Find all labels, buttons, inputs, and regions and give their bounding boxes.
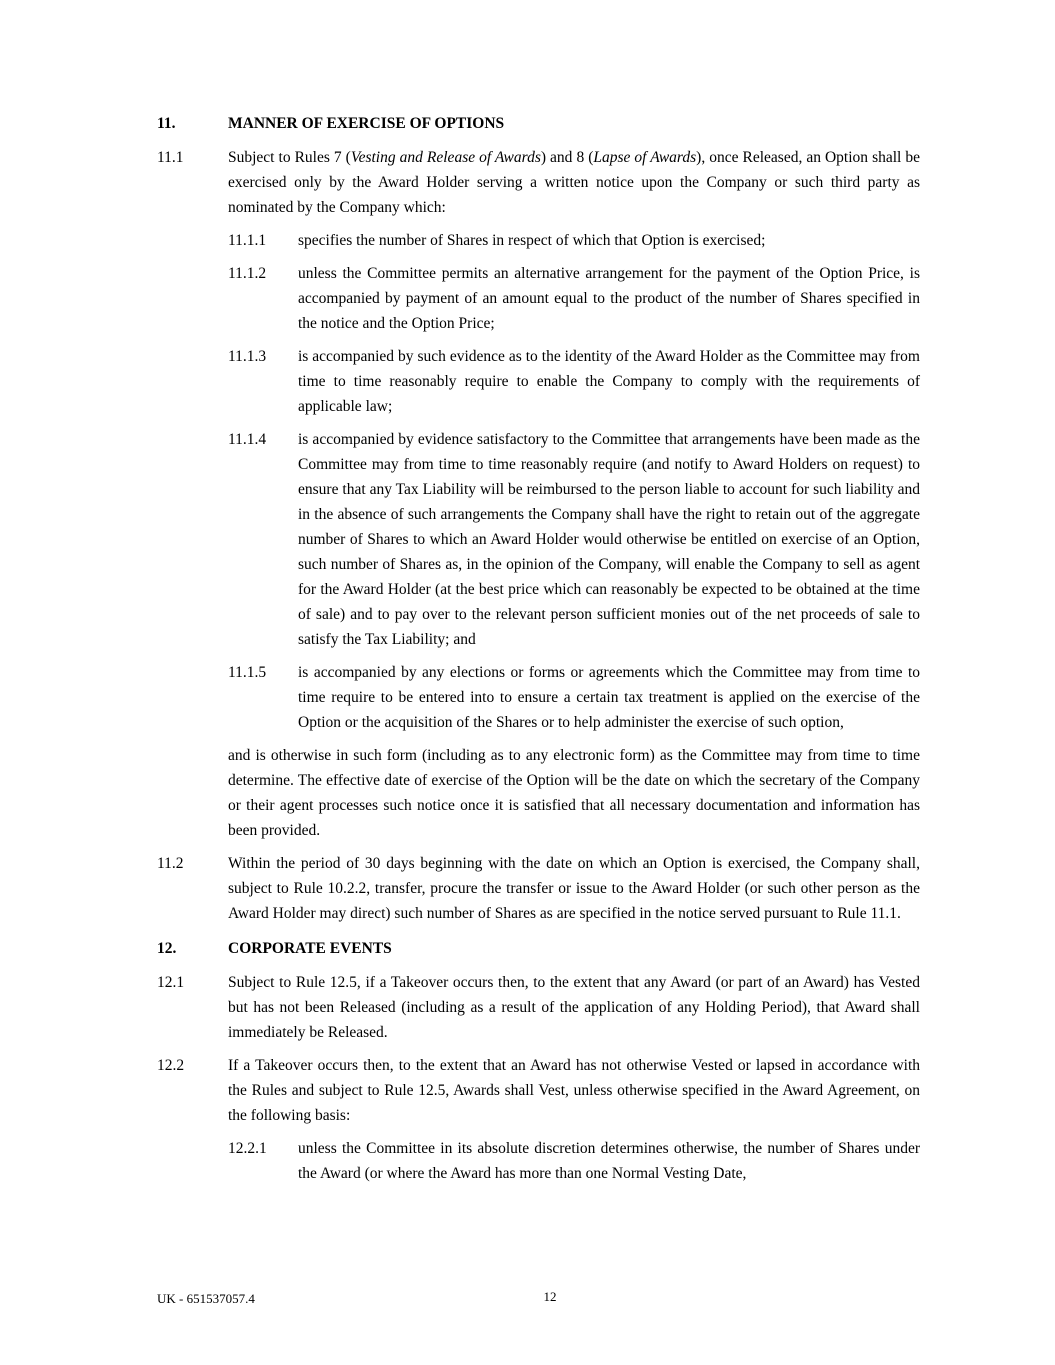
clause-number: 11.1.4 <box>228 431 267 448</box>
text-run: ) and 8 ( <box>540 149 594 166</box>
clause-number: 11.1.1 <box>228 232 267 249</box>
clause-text: unless the Committee in its absolute discretion determines otherwise, the number of Shares under the Award (or where the Award has more than one Normal Vesting Date, <box>298 1140 920 1182</box>
clause-11-2 <box>157 851 920 926</box>
clause-text: specifies the number of Shares in respect of which that Option is exercised; <box>298 232 766 249</box>
clause-11-1-1 <box>228 228 920 253</box>
clause-11-1 <box>157 145 920 220</box>
clause-number: 12.2.1 <box>228 1140 267 1157</box>
clause-text: is accompanied by evidence satisfactory to the Committee that arrangements have been made as the Committee may from time to time reasonably require (and notify to Award Holders on request) to ensure that any Tax Liability will be reimbursed to the person liable to account for such liability and in the absence of such arrangements the Company shall have the right to retain out of the aggregate number of Shares to which an Award Holder would otherwise be entitled on exercise of an Option, such number of Shares as, in the opinion of the Company, will enable the Company to sell as agent for the Award Holder (at the best price which can reasonably be expected to be obtained at the time of sale) and to pay over to the relevant person sufficient monies out of the net proceeds of sale to satisfy the Tax Liability; and <box>298 431 920 648</box>
clause-text: Subject to Rule 12.5, if a Takeover occurs then, to the extent that any Award (or part of an Award) has Vested but has not been Released (including as a result of the application of any Holding Period), that Award shall immediately be Released. <box>228 974 920 1041</box>
section-number: 11. <box>157 115 176 132</box>
clause-number: 12.2 <box>157 1057 185 1074</box>
clause-number: 12.1 <box>157 974 185 991</box>
text-run: Subject to Rules 7 ( <box>228 149 351 166</box>
footer-page-number: 12 <box>543 1289 557 1304</box>
clause-12-2-1 <box>228 1136 920 1186</box>
document-body <box>157 111 920 1194</box>
clause-text <box>228 145 920 220</box>
clause-text: is accompanied by such evidence as to the identity of the Award Holder as the Committee may from time to time reasonably require to enable the Company to comply with the requirements of applicable law; <box>298 348 920 415</box>
clause-number: 11.1.3 <box>228 348 267 365</box>
text-run-italic: Vesting and Release of Awards <box>350 149 541 166</box>
clause-11-1-5 <box>228 660 920 735</box>
clause-text: If a Takeover occurs then, to the extent that an Award has not otherwise Vested or lapsed in accordance with the Rules and subject to Rule 12.5, Awards shall Vest, unless otherwise specified in the Award Agreement, on the following basis: <box>228 1057 920 1124</box>
text-run: ), once Released, an Option shall be exercised only by the Award Holder serving a written notice upon the Company or such third party as nominated by the Company which: <box>228 149 920 216</box>
clause-text: Within the period of 30 days beginning with the date on which an Option is exercised, the Company shall, subject to Rule 10.2.2, transfer, procure the transfer or issue to the Award Holder (or such other person as the Award Holder may direct) such number of Shares as are specified in the notice served pursuant to Rule 11.1. <box>228 855 920 922</box>
section-heading-12 <box>157 936 920 961</box>
section-title: MANNER OF EXERCISE OF OPTIONS <box>228 115 505 132</box>
clause-text: unless the Committee permits an alternative arrangement for the payment of the Option Price, is accompanied by payment of an amount equal to the product of the number of Shares specified in the notice and the Option Price; <box>298 265 920 332</box>
clause-12-1 <box>157 970 920 1045</box>
section-heading-11 <box>157 111 920 136</box>
clause-11-1-3 <box>228 344 920 419</box>
clause-text: is accompanied by any elections or forms or agreements which the Committee may from time to time require to be entered into to ensure a certain tax treatment is applied on the exercise of the Option or the acquisition of the Shares or to help administer the exercise of such option, <box>298 664 920 731</box>
section-title: CORPORATE EVENTS <box>228 940 392 957</box>
continuation-paragraph: and is otherwise in such form (including as to any electronic form) as the Committee may from time to time determine. The effective date of exercise of the Option will be the date on which the secretary of the Company or their agent processes such notice once it is satisfied that all necessary documentation and information has been provided. <box>228 747 920 839</box>
clause-number: 11.2 <box>157 855 184 872</box>
clause-number: 11.1.2 <box>228 265 267 282</box>
clause-number: 11.1 <box>157 149 184 166</box>
clause-number: 11.1.5 <box>228 664 267 681</box>
text-run-italic: Lapse of Awards <box>593 149 697 166</box>
section-number: 12. <box>157 940 177 957</box>
clause-11-1-4 <box>228 427 920 652</box>
clause-11-1-2 <box>228 261 920 336</box>
clause-12-2 <box>157 1053 920 1128</box>
footer-doc-ref: UK - 651537057.4 <box>157 1291 255 1306</box>
